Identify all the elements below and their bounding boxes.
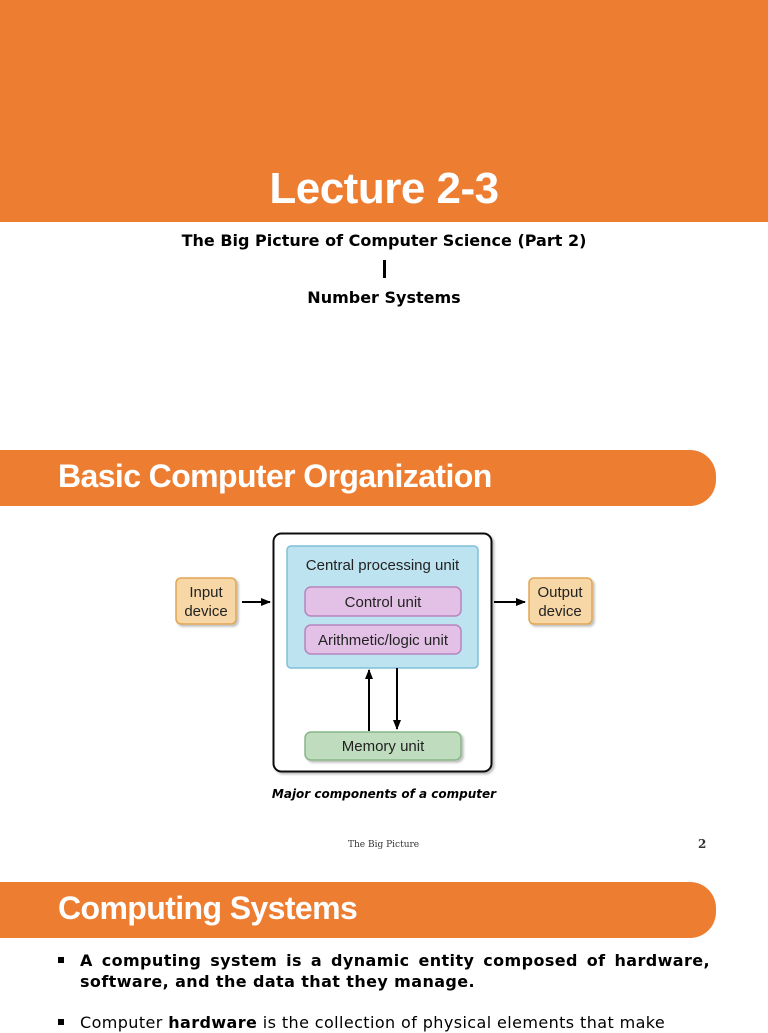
input-device-label-line1: Input xyxy=(189,584,223,601)
slide-header-banner xyxy=(0,882,716,938)
subtitle-separator xyxy=(383,260,386,278)
diagram-caption: Major components of a computer xyxy=(271,787,497,801)
slide-header-title: Computing Systems xyxy=(58,890,358,926)
lecture-topic: Number Systems xyxy=(307,288,461,307)
bullet-text: A computing system is a dynamic entity composed of hardware, software, and the data that they manage. xyxy=(80,951,710,991)
slide-header-banner xyxy=(0,450,716,506)
control-unit-label: Control unit xyxy=(344,594,422,611)
slide-footer: The Big Picture xyxy=(348,840,420,850)
computer-organization-diagram xyxy=(0,525,768,780)
bullet-text-prefix: Computer xyxy=(80,1013,169,1032)
lecture-subtitle: The Big Picture of Computer Science (Part 2) xyxy=(181,231,587,250)
lecture-title: Lecture 2-3 xyxy=(269,164,499,213)
slide-header-title: Basic Computer Organization xyxy=(58,458,492,494)
output-device-label-line2: device xyxy=(538,603,582,620)
output-device-label-line1: Output xyxy=(537,584,583,601)
alu-label: Arithmetic/logic unit xyxy=(317,632,449,649)
page-number: 2 xyxy=(698,837,707,851)
input-device-label-line2: device xyxy=(184,603,228,620)
bullet-marker xyxy=(58,1019,64,1025)
bullet-text xyxy=(80,1012,710,1033)
bullet-text-emphasis: hardware xyxy=(168,1013,258,1032)
bullet-text-suffix: is the collection of physical elements that make xyxy=(257,1013,666,1032)
cpu-label: Central processing unit xyxy=(305,557,460,574)
bullet-marker xyxy=(58,957,64,963)
memory-unit-label: Memory unit xyxy=(341,738,425,755)
